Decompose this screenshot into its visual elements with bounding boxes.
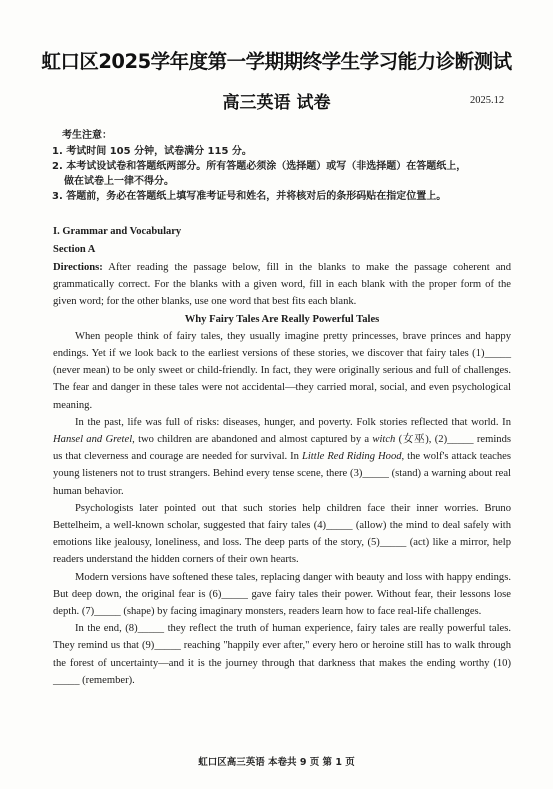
- notice-item-continued: 做在试卷上一律不得分。: [64, 176, 174, 187]
- page-footer: 虹口区高三英语 本卷共 9 页 第 1 页: [198, 757, 355, 768]
- directions: [53, 259, 511, 311]
- exam-title: 虹口区2025学年度第一学期期终学生学习能力诊断测试: [41, 50, 512, 73]
- paragraph-4: Modern versions have softened these tales, replacing danger with beauty and loss with happy endings. But deep down, the original fear is (6)_____ gave fairy tales their power. Without fear, their lessons lose depth. (7)_____ (shape) by facing imaginary monsters, readers learn how to face real-life challenges.: [53, 571, 511, 618]
- directions-label: Directions:: [53, 262, 103, 273]
- directions-text: After reading the passage below, fill in the blanks to make the passage coherent and grammatically correct. For the blanks with a given word, fill in each blank with the proper form of the given word; for the other blanks, use one word that best fits each blank.: [53, 262, 511, 308]
- story-title: Hansel and Gretel: [53, 434, 133, 446]
- paragraph-2-text: , two children are abandoned and almost captured by a: [132, 434, 373, 446]
- notice-item: 1. 考试时间 105 分钟，试卷满分 115 分。: [52, 146, 252, 157]
- candidate-notice: [52, 126, 512, 204]
- exam-subtitle: 高三英语 试卷: [222, 93, 331, 113]
- passage-title: Why Fairy Tales Are Really Powerful Tales: [184, 313, 380, 325]
- paragraph-2-text: , the wolf's attack teaches young listeners not to trust strangers. Behind every tense scene, there (3)_____ (stand) a warning about real human behavior.: [53, 451, 511, 497]
- notice-item: 3. 答题前，务必在答题纸上填写准考证号和姓名，并将核对后的条形码贴在指定位置上。: [52, 191, 447, 202]
- notice-heading: 考生注意：: [62, 130, 112, 141]
- paragraph-2-text: In the past, life was full of risks: diseases, hunger, and poverty. Folk stories reflected that world. In: [75, 416, 511, 428]
- paragraph-1: When people think of fairy tales, they usually imagine pretty princesses, brave princes and happy endings. Yet if we look back to the earliest versions of these stories, we discover that fairy tales (1)_____ (never mean) to be only sweet or child-friendly. In fact, they were originally serious and full of challenges. The fear and danger in these tales were not accidental—they carried moral, social, and even psychological meaning.: [53, 330, 511, 411]
- passage-body: [53, 259, 511, 689]
- paragraph-2-text: (女巫), (2)_____ reminds us that cleverness and courage are needed for survival. In: [53, 434, 511, 463]
- section-heading: I. Grammar and Vocabulary: [53, 226, 182, 237]
- notice-item: 2. 本考试设试卷和答题纸两部分。所有答题必须涂（选择题）或写（非选择题）在答题纸上，: [52, 161, 467, 172]
- paragraph-5: In the end, (8)_____ they reflect the truth of human experience, fairy tales are really powerful tales. They remind us that (9)_____ reaching "happily ever after," every hero or heroine still has to walk through the forest of uncertainty—and it is the journey through that darkness that makes the ending worthy (10) _____ (remember).: [53, 623, 511, 686]
- paragraph-3: Psychologists later pointed out that such stories help children face their inner worries. Bruno Bettelheim, a well-known scholar, suggested that fairy tales (4)_____ (allow) the mind to deal safely with emotions like jealousy, loneliness, and loss. The deep parts of the story, (5)_____ (act) like a mirror, help readers understand the hidden corners of their own hearts.: [53, 502, 511, 566]
- section-subheading: Section A: [53, 244, 96, 255]
- vocab-word: witch: [372, 434, 396, 446]
- paragraph-2: [53, 414, 511, 500]
- exam-date: 2025.12: [470, 95, 505, 106]
- story-title: Little Red Riding Hood: [301, 451, 402, 463]
